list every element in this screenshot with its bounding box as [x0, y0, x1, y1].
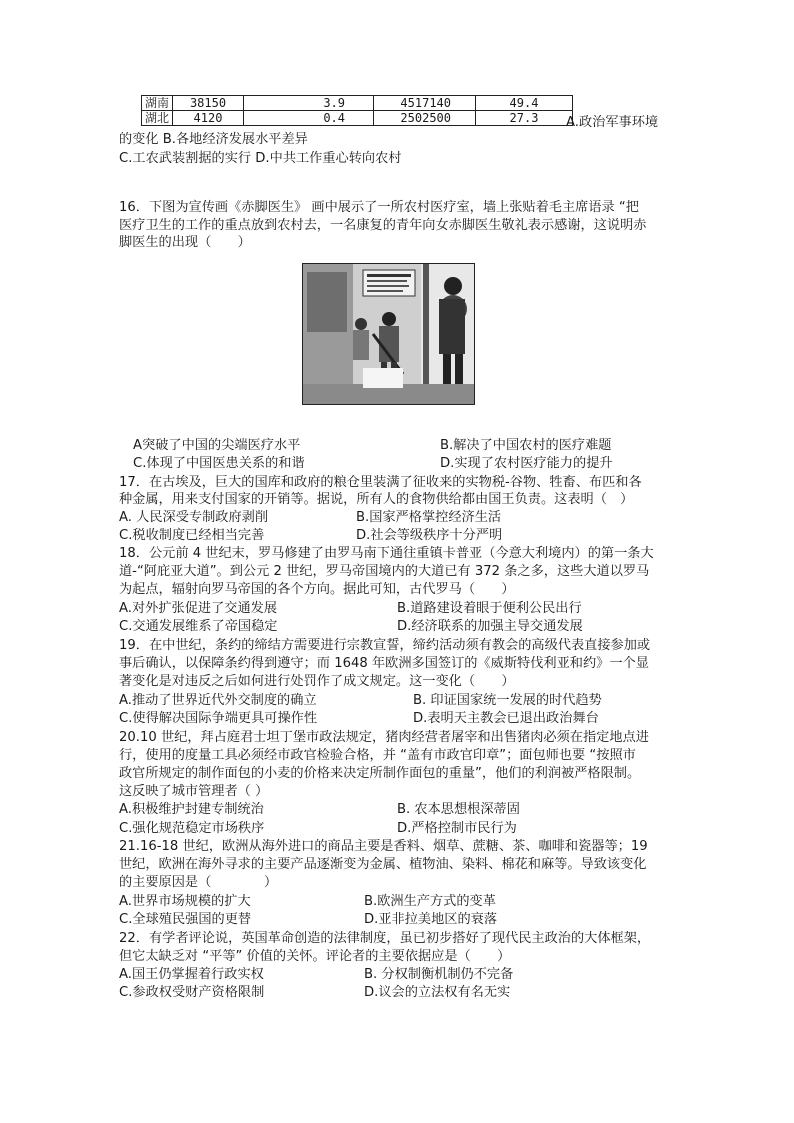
q18-option-b: B.道路建设着眼于便利公民出行	[397, 601, 582, 616]
q22-stem: 22．有学者评论说，英国革命创造的法律制度，虽已初步搭好了现代民主政治的大体框架，	[119, 931, 651, 946]
q16-option-c: C.体现了中国医患关系的和谐	[133, 456, 305, 471]
table-cell: 湖北	[142, 111, 173, 126]
q17-option-c: C.税收制度已经相当完善	[119, 528, 265, 543]
q21-option-d: D.亚非拉美地区的衰落	[364, 912, 498, 927]
data-table	[141, 95, 573, 126]
q16-stem: 脚医生的出现（ ）	[119, 235, 251, 250]
table-row	[142, 96, 573, 111]
q16-option-b: B.解决了中国农村的医疗难题	[440, 438, 612, 453]
q20-stem: 行，使用的度量工具必须经市政官检验合格，并 “盖有市政官印章”；面包师也要 “按照市	[119, 748, 636, 763]
q17-stem: 种金属，用来支付国家的开销等。据说，所有人的食物供给都由国王负责。这表明（ ）	[119, 492, 634, 507]
table-cell: 0.4	[244, 111, 374, 126]
table-row	[142, 111, 573, 126]
q19-option-d: D.表明天主教会已退出政治舞台	[413, 711, 599, 726]
q19-stem: 事后确认，以保障条约得到遵守；而 1648 年欧洲多国签订的《威斯特伐利亚和约》一个显	[119, 656, 649, 671]
table-cell: 3.9	[244, 96, 374, 111]
q22-option-a: A.国王仍掌握着行政实权	[119, 967, 264, 982]
q20-option-b: B. 农本思想根深蒂固	[397, 802, 520, 817]
barefoot-doctor-poster	[302, 263, 475, 405]
q21-stem: 21.16-18 世纪，欧洲从海外进口的商品主要是香料、烟草、蔗糖、茶、咖啡和瓷器等；19	[119, 839, 648, 854]
q21-stem: 的主要原因是（ ）	[119, 875, 278, 890]
q20-stem: 这反映了城市管理者（ ）	[119, 784, 269, 799]
q16-stem: 16．下图为宣传画《赤脚医生》 画中展示了一所农村医疗室，墙上张贴着毛主席语录 “把	[119, 200, 639, 215]
q19-stem: 著变化是对违反之后如何进行处罚作了成文规定。这一变化（ ）	[119, 674, 515, 689]
q17-option-d: D.社会等级秩序十分严明	[356, 528, 503, 543]
q20-stem: 20.10 世纪，拜占庭君士坦丁堡市政法规定，猪肉经营者屠宰和出售猪肉必须在指定地点进	[119, 730, 649, 745]
q17-stem: 17．在古埃及，巨大的国库和政府的粮仓里装满了征收来的实物税-谷物、牲畜、布匹和各	[119, 475, 642, 490]
q18-option-d: D.经济联系的加强主导交通发展	[397, 619, 583, 634]
q16-option-d: D.实现了农村医疗能力的提升	[440, 456, 613, 471]
q19-option-c: C.使得解决国际争端更具可操作性	[119, 711, 318, 726]
table-cell: 2502500	[374, 111, 476, 126]
q18-stem: 为起点，辐射向罗马帝国的各个方向。据此可知，古代罗马（ ）	[119, 582, 515, 597]
q15-line-2: C.工农武装割据的实行 D.中共工作重心转向农村	[119, 151, 402, 166]
q22-option-c: C.参政权受财产资格限制	[119, 985, 265, 1000]
q18-stem: 18．公元前 4 世纪末，罗马修建了由罗马南下通往重镇卡普亚（今意大利境内）的第一条大	[119, 546, 654, 561]
q18-stem: 道-“阿庇亚大道”。到公元 2 世纪，罗马帝国境内的大道已有 372 条之多，这些大道以罗马	[119, 564, 650, 579]
q18-option-c: C.交通发展维系了帝国稳定	[119, 619, 278, 634]
q22-stem: 但它太缺乏对 “平等” 价值的关怀。评论者的主要依据应是（ ）	[119, 949, 511, 964]
q22-option-d: D.议会的立法权有名无实	[364, 985, 511, 1000]
q17-option-a: A. 人民深受专制政府剥削	[119, 510, 269, 525]
table-cell: 49.4	[476, 96, 573, 111]
q20-option-d: D.严格控制市民行为	[397, 821, 517, 836]
q21-option-b: B.欧洲生产方式的变革	[364, 894, 496, 909]
q19-option-a: A.推动了世界近代外交制度的确立	[119, 693, 317, 708]
q15-line-1: 的变化 B.各地经济发展水平差异	[119, 132, 308, 147]
q18-option-a: A.对外扩张促进了交通发展	[119, 601, 278, 616]
q16-option-a: A突破了中国的尖端医疗水平	[133, 438, 301, 453]
table-cell: 4120	[173, 111, 244, 126]
table-cell: 38150	[173, 96, 244, 111]
q17-option-b: B.国家严格掌控经济生活	[356, 510, 502, 525]
q19-option-b: B. 印证国家统一发展的时代趋势	[413, 693, 602, 708]
table-cell: 湖南	[142, 96, 173, 111]
q20-stem: 政官所规定的制作面包的小麦的价格来决定所制作面包的重量”，他们的利润被严格限制。	[119, 766, 641, 781]
table-cell: 27.3	[476, 111, 573, 126]
poster-illustration-icon	[303, 264, 474, 404]
q21-option-a: A.世界市场规模的扩大	[119, 894, 251, 909]
q16-stem: 医疗卫生的工作的重点放到农村去，一名康复的青年向女赤脚医生敬礼表示感谢，这说明赤	[119, 218, 647, 233]
q22-option-b: B. 分权制衡机制仍不完备	[364, 967, 514, 982]
q20-option-c: C.强化规范稳定市场秩序	[119, 821, 265, 836]
q21-stem: 世纪，欧洲在海外寻求的主要产品逐渐变为金属、植物油、染料、棉花和麻等。导致该变化	[119, 857, 647, 872]
q21-option-c: C.全球殖民强国的更替	[119, 912, 252, 927]
q19-stem: 19．在中世纪，条约的缔结方需要进行宗教宣誓，缔约活动须有教会的高级代表直接参加或	[119, 638, 651, 653]
q15-option-a: A.政治军事环境	[566, 115, 659, 130]
table-cell: 4517140	[374, 96, 476, 111]
q20-option-a: A.积极维护封建专制统治	[119, 802, 264, 817]
